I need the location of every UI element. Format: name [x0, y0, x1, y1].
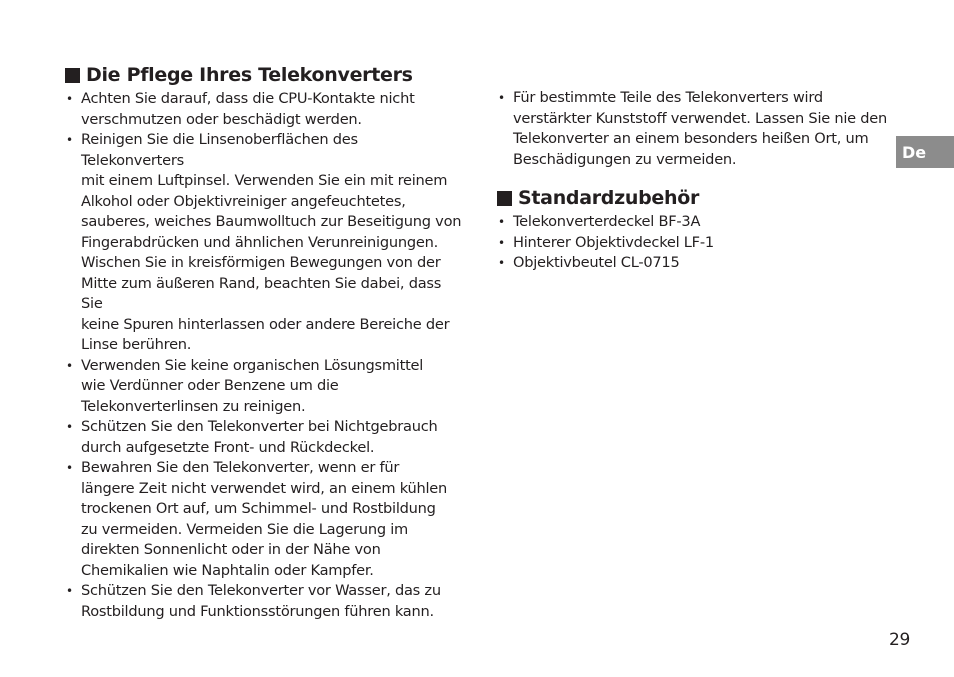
care-heading-text: Die Pflege Ihres Telekonverters — [86, 64, 413, 86]
language-tab-label: De — [902, 142, 927, 162]
list-item — [496, 212, 896, 233]
list-item — [64, 130, 464, 356]
care-section-heading — [64, 62, 464, 88]
bullet-icon: • — [66, 92, 73, 106]
page-number: 29 — [889, 630, 911, 650]
language-tab — [896, 136, 954, 168]
bullet-icon: • — [66, 358, 73, 373]
list-item-text: Objektivbeutel CL-0715 — [513, 254, 680, 271]
bullet-icon: • — [498, 91, 505, 105]
square-bullet-icon — [65, 68, 80, 83]
bullet-icon: • — [66, 420, 73, 434]
care-list — [64, 89, 464, 622]
list-item-text: Reinigen Sie die Linsenoberflächen des Telekonverters mit einem Luftpinsel. Verwenden Sie ein mit reinem Alkohol oder Objektivreiniger angefeuchtetes, sauberes, weiches Baumwolltuch zur Beseitigung von Fingerabdrücken und ähnlichen Verunreinigungen. Wischen Sie in kreisförmigen Bewegungen von der Mitte zum äußeren Rand, beachten Sie dabei, dass Sie keine Spuren hinterlassen oder andere Bereiche der Linse berühren. — [81, 131, 462, 353]
list-item — [496, 253, 896, 274]
list-item — [64, 458, 464, 581]
list-item-text: Achten Sie darauf, dass die CPU-Kontakte nicht verschmutzen oder beschädigt werden. — [81, 90, 415, 128]
list-item-text: Verwenden Sie keine organischen Lösungsmittel wie Verdünner oder Benzene um die Telekonverterlinsen zu reinigen. — [81, 356, 424, 415]
bullet-icon: • — [498, 256, 505, 270]
accessories-section-heading — [496, 185, 896, 211]
list-item-text: Schützen Sie den Telekonverter vor Wasser, das zu Rostbildung und Funktionsstörungen führen kann. — [81, 582, 441, 620]
list-item — [496, 233, 896, 254]
list-item-text: Bewahren Sie den Telekonverter, wenn er für längere Zeit nicht verwendet wird, an einem kühlen trockenen Ort auf, um Schimmel- und Rostbildung zu vermeiden. Vermeiden Sie die Lagerung im direkten Sonnenlicht oder in der Nähe von Chemikalien wie Naphtalin oder Kampfer. — [81, 459, 448, 579]
list-item-text: Schützen Sie den Telekonverter bei Nichtgebrauch durch aufgesetzte Front- und Rückdeckel. — [81, 418, 438, 456]
list-item — [64, 356, 464, 418]
square-bullet-icon — [497, 191, 512, 206]
accessories-list — [496, 212, 896, 274]
bullet-icon: • — [66, 584, 73, 598]
care-list-continued — [496, 88, 896, 170]
left-column — [64, 62, 464, 622]
bullet-icon: • — [498, 215, 505, 229]
list-item — [64, 417, 464, 458]
bullet-icon: • — [498, 235, 505, 250]
bullet-icon: • — [66, 461, 73, 475]
list-item-text: Für bestimmte Teile des Telekonverters wird verstärkter Kunststoff verwendet. Lassen Sie nie den Telekonverter an einem besonders heißen Ort, um Beschädigungen zu vermeiden. — [513, 89, 888, 168]
bullet-icon: • — [66, 133, 73, 147]
list-item — [64, 89, 464, 130]
list-item-text: Hinterer Objektivdeckel LF-1 — [513, 233, 714, 251]
list-item-text: Telekonverterdeckel BF-3A — [513, 213, 701, 230]
right-column — [496, 88, 896, 274]
accessories-heading-text: Standardzubehör — [518, 187, 700, 209]
list-item — [64, 581, 464, 622]
list-item — [496, 88, 896, 170]
